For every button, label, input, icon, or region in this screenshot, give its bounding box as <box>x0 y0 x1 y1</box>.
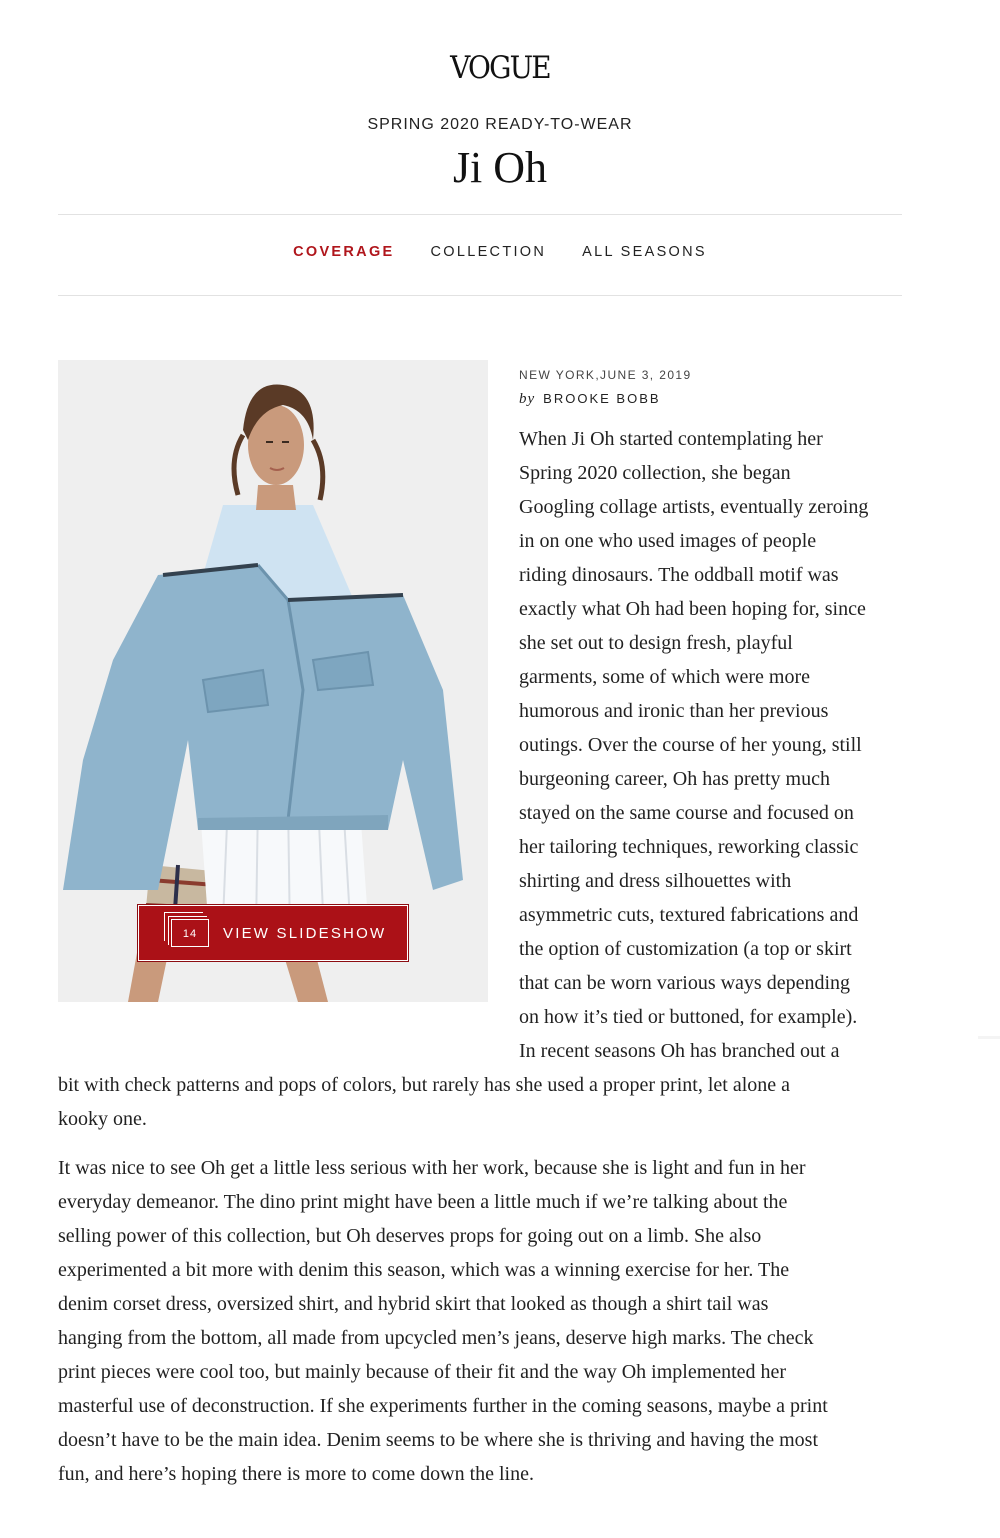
article-paragraph-1-continued <box>58 1068 918 1136</box>
text-line: asymmetric cuts, textured fabrications and <box>519 904 859 926</box>
text-line: When Ji Oh started contemplating her <box>519 428 823 450</box>
author-link[interactable]: BROOKE BOBB <box>543 391 661 406</box>
text-line: the option of customization (a top or skirt <box>519 938 852 960</box>
text-line: her tailoring techniques, reworking classic <box>519 836 859 858</box>
tab-all-seasons[interactable]: ALL SEASONS <box>582 244 707 260</box>
text-line: doesn’t have to be the main idea. Denim seems to be where she is thriving and having the most <box>58 1429 819 1451</box>
text-line: Spring 2020 collection, she began <box>519 462 791 484</box>
text-line: bit with check patterns and pops of colors, but rarely has she used a proper print, let alone a <box>58 1074 791 1096</box>
text-line: In recent seasons Oh has branched out a <box>519 1040 840 1062</box>
season-label: SPRING 2020 READY-TO-WEAR <box>367 116 633 133</box>
slideshow-label: VIEW SLIDESHOW <box>223 924 387 942</box>
tab-coverage[interactable]: COVERAGE <box>293 244 395 260</box>
view-slideshow-button[interactable] <box>138 905 408 961</box>
text-line: experimented a bit more with denim this season, which was a winning exercise for her. The <box>58 1259 790 1281</box>
text-line: kooky one. <box>58 1108 147 1130</box>
text-line: burgeoning career, Oh has pretty much <box>519 768 830 790</box>
show-nav <box>0 244 1000 260</box>
text-line: denim corset dress, oversized shirt, and hybrid skirt that looked as though a shirt tail was <box>58 1293 769 1315</box>
text-line: that can be worn various ways depending <box>519 972 851 994</box>
text-line: on how it’s tied or buttoned, for example). <box>519 1006 858 1028</box>
text-line: fun, and here’s hoping there is more to come down the line. <box>58 1463 534 1485</box>
text-line: It was nice to see Oh get a little less serious with her work, because she is light and fun in her <box>58 1157 806 1179</box>
text-line: shirting and dress silhouettes with <box>519 870 792 892</box>
text-line: masterful use of deconstruction. If she experiments further in the coming seasons, maybe a print <box>58 1395 828 1417</box>
hero-image[interactable] <box>58 360 488 1002</box>
divider-top <box>58 214 902 215</box>
vogue-logo[interactable]: VOGUE <box>450 50 550 86</box>
text-line: exactly what Oh had been hoping for, since <box>519 598 866 620</box>
text-line: Googling collage artists, eventually zeroing <box>519 496 869 518</box>
text-line: stayed on the same course and focused on <box>519 802 854 824</box>
byline-prefix: by <box>519 391 536 407</box>
text-line: print pieces were cool too, but mainly because of their fit and the way Oh implemented her <box>58 1361 787 1383</box>
text-line: riding dinosaurs. The oddball motif was <box>519 564 839 586</box>
text-line: hanging from the bottom, all made from upcycled men’s jeans, deserve high marks. The check <box>58 1327 814 1349</box>
text-line: humorous and ironic than her previous <box>519 700 829 722</box>
text-line: garments, some of which were more <box>519 666 811 688</box>
text-line: everyday demeanor. The dino print might have been a little much if we’re talking about the <box>58 1191 788 1213</box>
designer-title: Ji Oh <box>452 143 548 192</box>
text-line: in on one who used images of people <box>519 530 817 552</box>
divider-bottom <box>58 295 902 296</box>
page-edge-artifact <box>978 1036 1000 1039</box>
text-line: she set out to design fresh, playful <box>519 632 793 654</box>
article-paragraph-1-column <box>519 422 901 1068</box>
article-paragraph-2 <box>58 1151 918 1491</box>
tab-collection[interactable]: COLLECTION <box>430 244 547 260</box>
text-line: outings. Over the course of her young, still <box>519 734 862 756</box>
text-line: selling power of this collection, but Oh deserves props for going out on a limb. She also <box>58 1225 762 1247</box>
article-dateline: NEW YORK,JUNE 3, 2019 <box>519 368 692 382</box>
slideshow-count-icon: 14 <box>171 919 209 947</box>
article-byline <box>519 391 661 408</box>
